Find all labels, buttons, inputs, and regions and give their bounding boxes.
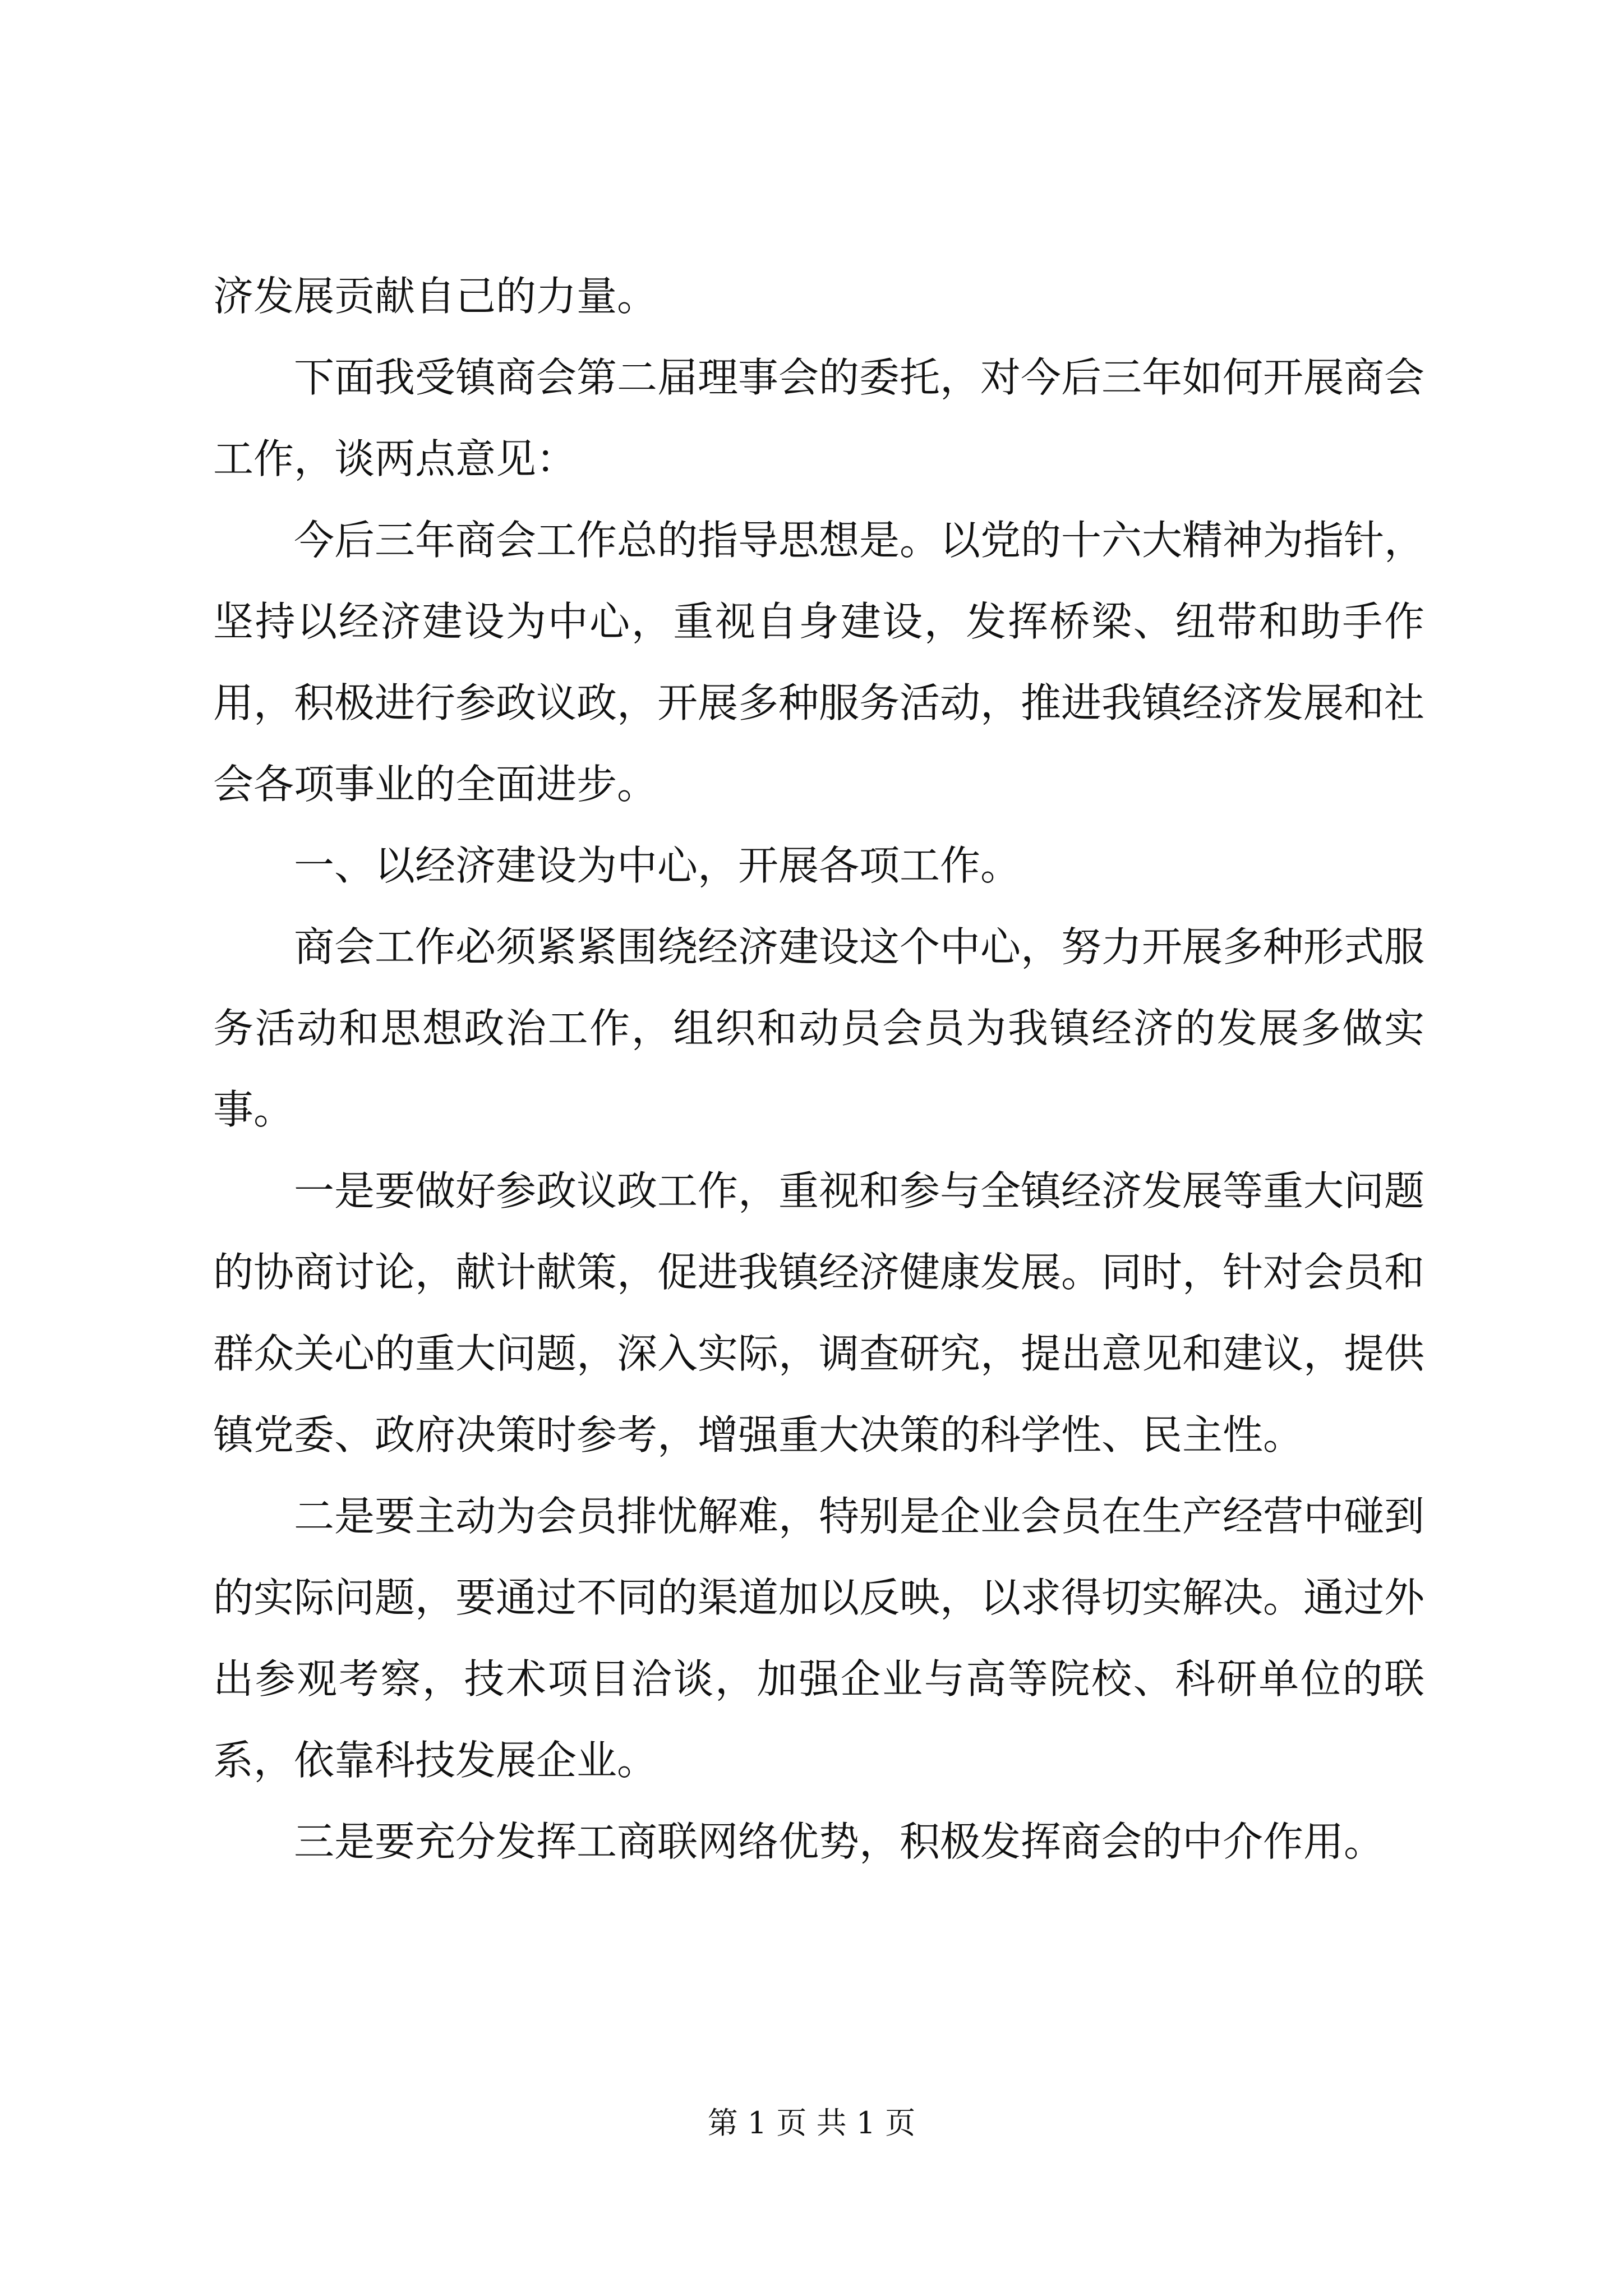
paragraph-point-two: 二是要主动为会员排忧解难，特别是企业会员在生产经营中碰到的实际问题，要通过不同的渠道加以反映，以求得切实解决。通过外出参观考察，技术项目洽谈，加强企业与高等院校、科研单位的联系，依靠科技发展企业。 [213,1493,1425,1784]
page-number-footer: 第 1 页 共 1 页 [707,2105,916,2141]
paragraph-guiding-thought: 今后三年商会工作总的指导思想是。以党的十六大精神为指针，坚持以经济建设为中心，重视自身建设，发挥桥梁、纽带和助手作用，积极进行参政议政，开展多种服务活动，推进我镇经济发展和社会各项事业的全面进步。 [213,517,1425,808]
paragraph-point-one: 一是要做好参政议政工作，重视和参与全镇经济发展等重大问题的协商讨论，献计献策，促进我镇经济健康发展。同时，针对会员和群众关心的重大问题，深入实际，调查研究，提出意见和建议，提供镇党委、政府决策时参考，增强重大决策的科学性、民主性。 [213,1167,1425,1458]
paragraph-continuation: 济发展贡献自己的力量。 [213,273,658,320]
document-body [213,256,1424,1883]
paragraph-point-three: 三是要充分发挥工商联网络优势，积极发挥商会的中介作用。 [294,1818,1385,1865]
paragraph-economic-center: 商会工作必须紧紧围绕经济建设这个中心，努力开展多种形式服务活动和思想政治工作，组织和动员会员为我镇经济的发展多做实事。 [213,923,1425,1133]
paragraph-intro: 下面我受镇商会第二届理事会的委托，对今后三年如何开展商会工作，谈两点意见： [213,354,1425,482]
section-heading-one: 一、以经济建设为中心，开展各项工作。 [294,842,1021,889]
